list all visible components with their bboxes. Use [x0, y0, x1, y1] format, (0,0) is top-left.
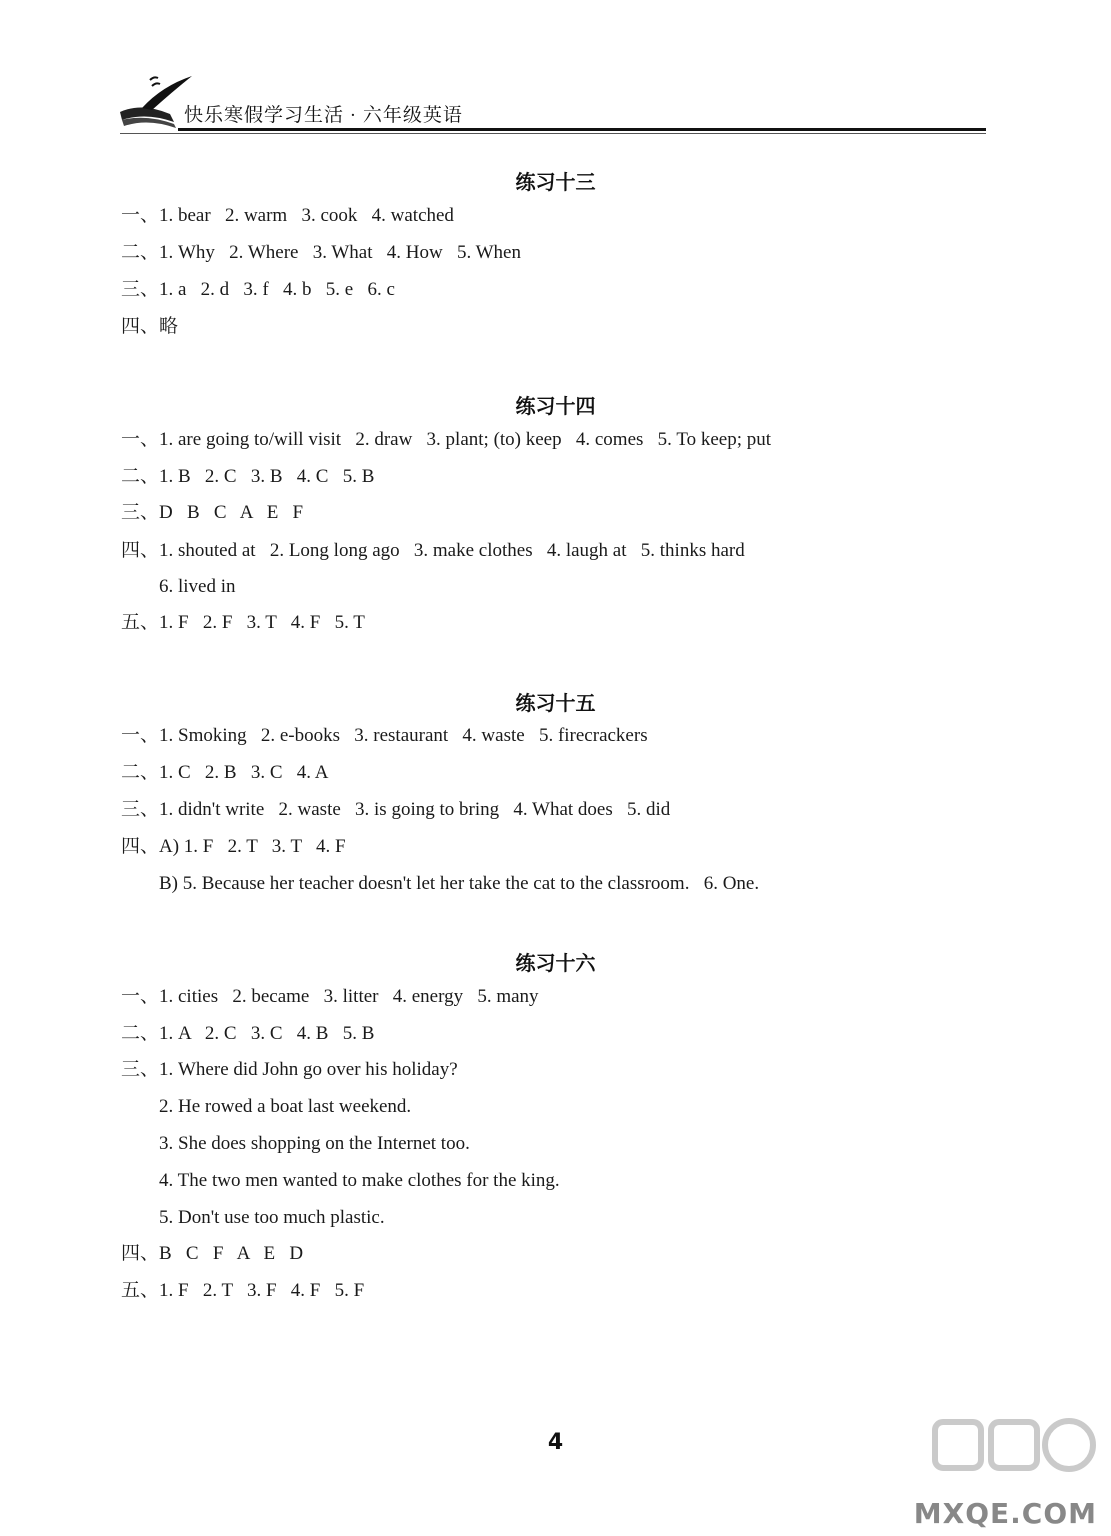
- answer-line: 5. Don't use too much plastic.: [159, 1207, 385, 1228]
- answer-line: 三、1. didn't write 2. waste 3. is going to bring 4. What does 5. did: [121, 799, 671, 820]
- answer-line: 三、1. a 2. d 3. f 4. b 5. e 6. c: [121, 279, 395, 300]
- answer-line: 二、1. B 2. C 3. B 4. C 5. B: [121, 466, 375, 487]
- answer-line: 四、A) 1. F 2. T 3. T 4. F: [121, 836, 346, 857]
- answer-line: 五、1. F 2. T 3. F 4. F 5. F: [121, 1280, 365, 1301]
- section-title: 练习十六: [515, 951, 596, 975]
- answer-line: 2. He rowed a boat last weekend.: [159, 1096, 412, 1117]
- answer-line: 四、B C F A E D: [121, 1243, 304, 1264]
- header-title: 快乐寒假学习生活 · 六年级英语: [184, 105, 463, 126]
- header-rule: [178, 128, 986, 131]
- section-title: 练习十四: [515, 394, 596, 418]
- answer-line: 二、1. Why 2. Where 3. What 4. How 5. When: [121, 242, 521, 263]
- answer-line: 三、D B C A E F: [121, 502, 304, 523]
- answer-line: 一、1. are going to/will visit 2. draw 3. plant; (to) keep 4. comes 5. To keep; put: [121, 429, 772, 450]
- answer-line: 3. She does shopping on the Internet too.: [159, 1133, 470, 1154]
- answer-line: 四、略: [121, 316, 179, 337]
- answer-line: 五、1. F 2. F 3. T 4. F 5. T: [121, 612, 365, 633]
- answer-line: 四、1. shouted at 2. Long long ago 3. make clothes 4. laugh at 5. thinks hard: [121, 540, 745, 561]
- page-number: 4: [547, 1430, 564, 1455]
- answer-line: 二、1. A 2. C 3. C 4. B 5. B: [121, 1023, 375, 1044]
- section-title: 练习十五: [515, 691, 596, 715]
- section-title: 练习十三: [515, 170, 596, 194]
- answer-line: 一、1. bear 2. warm 3. cook 4. watched: [121, 205, 454, 226]
- answer-line: 一、1. Smoking 2. e-books 3. restaurant 4. waste 5. firecrackers: [121, 725, 648, 746]
- answer-line: 二、1. C 2. B 3. C 4. A: [121, 762, 329, 783]
- answer-line: B) 5. Because her teacher doesn't let her take the cat to the classroom. 6. One.: [159, 873, 760, 894]
- header-rule-thin: [120, 133, 986, 134]
- watermark-text: MXQE.COM: [913, 1497, 1097, 1530]
- answer-line: 6. lived in: [159, 576, 236, 597]
- answer-line: 三、1. Where did John go over his holiday?: [121, 1059, 458, 1080]
- answer-line: 4. The two men wanted to make clothes for the king.: [159, 1170, 560, 1191]
- answer-line: 一、1. cities 2. became 3. litter 4. energy 5. many: [121, 986, 539, 1007]
